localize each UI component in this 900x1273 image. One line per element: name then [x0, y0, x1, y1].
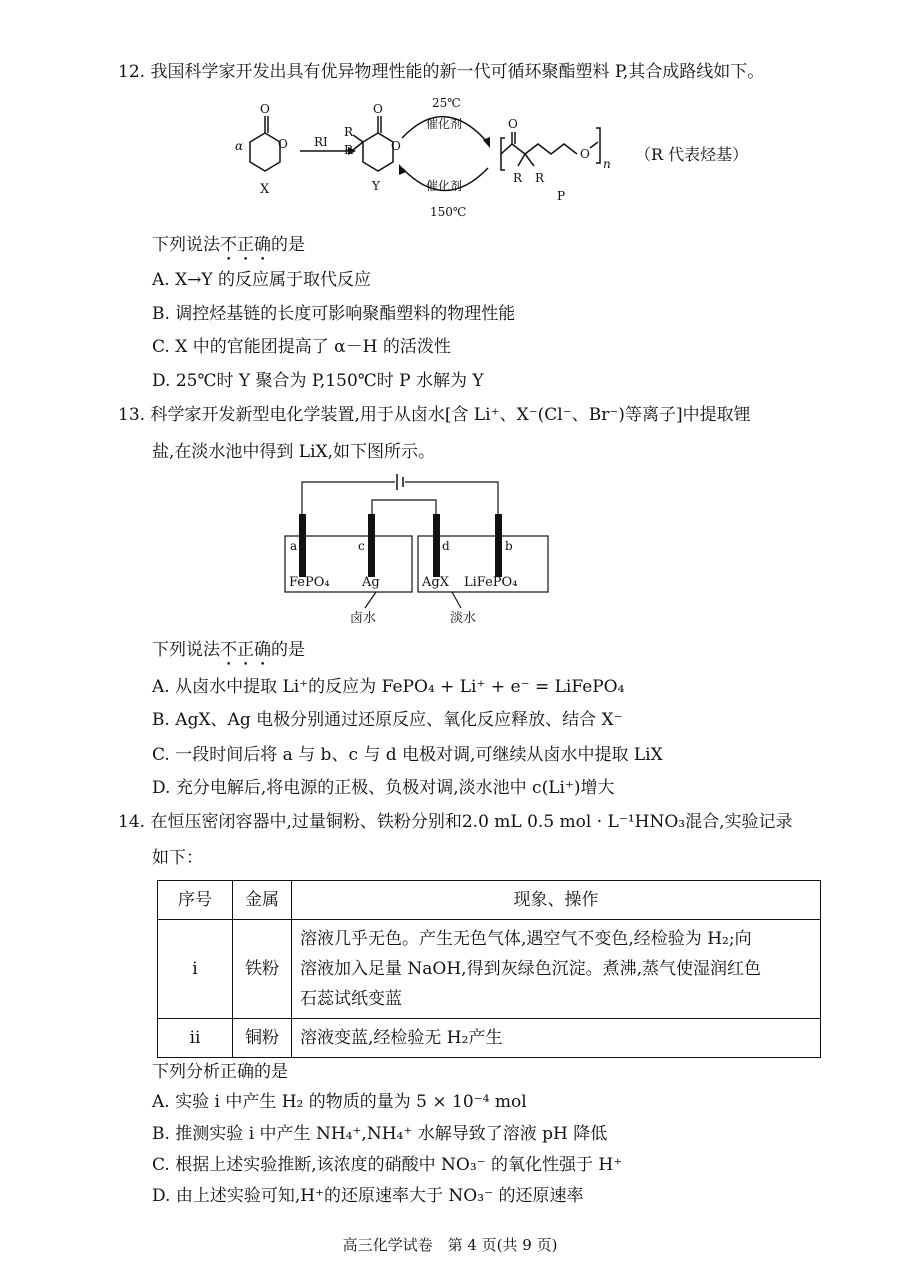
r-note: （R 代表烃基） [635, 145, 749, 164]
p-r2: R [535, 171, 545, 185]
p-r1: R [513, 171, 523, 185]
molecule-x [250, 116, 280, 171]
p-ether-o: O [580, 147, 590, 161]
label-a: a [290, 539, 298, 553]
catalyst-forward: 催化剂 [426, 117, 463, 131]
q14-number: 14. [118, 812, 146, 832]
q13-stem-2: 盐,在淡水池中得到 LiX,如下图所示。 [152, 442, 436, 462]
electrode-c [368, 514, 375, 577]
q13-stem-1 [118, 404, 751, 426]
q14-stem-2: 如下： [152, 848, 203, 868]
electrode-b [495, 514, 502, 577]
p-carbonyl-o: O [508, 117, 518, 131]
y-carbonyl-o: O [373, 102, 383, 116]
label-b: b [505, 539, 513, 553]
q12-stem-text: 我国科学家开发出具有优异物理性能的新一代可循环聚酯塑料 P,其合成路线如下。 [150, 62, 765, 82]
label-ag: Ag [362, 575, 380, 590]
label-fresh: 淡水 [450, 611, 477, 626]
prompt-text: 的是 [271, 640, 305, 660]
label-agx: AgX [422, 575, 449, 590]
prompt-text: 下列说法 [152, 235, 220, 255]
electrode-d [433, 514, 440, 577]
q13-prompt [152, 639, 305, 670]
brine-pointer [365, 592, 376, 608]
x-ring-o: O [278, 137, 288, 151]
label-fepo4: FePO₄ [289, 575, 330, 590]
label-x: X [260, 182, 270, 197]
label-brine: 卤水 [350, 611, 377, 626]
observation-line: 溶液加入足量 NaOH,得到灰绿色沉淀。煮沸,蒸气使湿润红色 [300, 959, 761, 979]
row-id: ii [158, 1019, 233, 1058]
q14-stem-text: 在恒压密闭容器中,过量铜粉、铁粉分别和2.0 mL 0.5 mol · L⁻¹HNO₃混合,实验记录 [150, 812, 793, 832]
header-metal: 金属 [233, 881, 292, 920]
electrode-a [299, 514, 306, 577]
label-p: P [557, 189, 566, 203]
experiment-table [157, 880, 821, 1058]
q12-option-a: A. X→Y 的反应属于取代反应 [152, 270, 372, 290]
reverse-arrow-head [399, 164, 406, 175]
label-y: Y [372, 179, 380, 193]
q14-stem-1 [118, 811, 792, 833]
row-observation [292, 920, 821, 1019]
row-id: i [158, 920, 233, 1019]
q12-option-c: C. X 中的官能团提高了 α－H 的活泼性 [152, 337, 451, 357]
q14-option-b: B. 推测实验 i 中产生 NH₄⁺,NH₄⁺ 水解导致了溶液 pH 降低 [152, 1124, 608, 1144]
header-observation: 现象、操作 [292, 881, 821, 920]
catalyst-reverse: 催化剂 [426, 179, 463, 193]
table-row [158, 920, 821, 1019]
q14-option-d: D. 由上述实验可知,H⁺的还原速率大于 NO₃⁻ 的还原速率 [152, 1186, 584, 1206]
wire-a [302, 482, 395, 516]
q14-prompt: 下列分析正确的是 [152, 1062, 288, 1082]
header-id: 序号 [158, 881, 233, 920]
row-metal: 铜粉 [233, 1019, 292, 1058]
label-c: c [358, 539, 365, 553]
table-header-row [158, 881, 821, 920]
label-d: d [442, 539, 450, 553]
fresh-pointer [452, 592, 461, 608]
prompt-text: 下列说法 [152, 640, 220, 660]
prompt-text: 的是 [271, 235, 305, 255]
observation-line: 溶液变蓝,经检验无 H₂产生 [300, 1028, 503, 1048]
q13-stem-text: 科学家开发新型电化学装置,用于从卤水[含 Li⁺、X⁻(Cl⁻、Br⁻)等离子]中提取锂 [150, 405, 751, 425]
q12-number: 12. [118, 62, 146, 82]
q12-option-d: D. 25℃时 Y 聚合为 P,150℃时 P 水解为 Y [152, 371, 484, 391]
battery-icon [397, 474, 403, 490]
reagent-ri: RI [314, 135, 328, 149]
page-footer: 高三化学试卷 第 4 页(共 9 页) [342, 1236, 558, 1254]
q12-option-b: B. 调控烃基链的长度可影响聚酯塑料的物理性能 [152, 304, 516, 324]
q13-number: 13. [118, 405, 146, 425]
observation-line: 溶液几乎无色。产生无色气体,遇空气不变色,经检验为 H₂;向 [300, 929, 752, 949]
prompt-emphasis: 不正确 [220, 235, 271, 255]
observation-line: 石蕊试纸变蓝 [300, 989, 402, 1009]
y-r2: R [344, 143, 354, 157]
q12-synthesis-diagram [220, 88, 820, 223]
q13-cell-diagram [280, 474, 570, 629]
q14-option-c: C. 根据上述实验推断,该浓度的硝酸中 NO₃⁻ 的氧化性强于 H⁺ [152, 1155, 623, 1175]
y-ring-o: O [391, 139, 401, 153]
row-metal: 铁粉 [233, 920, 292, 1019]
x-carbonyl-o: O [260, 102, 270, 116]
wire-cd [372, 500, 436, 514]
q13-option-d: D. 充分电解后,将电源的正极、负极对调,淡水池中 c(Li⁺)增大 [152, 778, 615, 798]
row-observation [292, 1019, 821, 1058]
prompt-emphasis: 不正确 [220, 640, 271, 660]
q13-option-b: B. AgX、Ag 电极分别通过还原反应、氧化反应释放、结合 X⁻ [152, 710, 623, 730]
q13-option-a: A. 从卤水中提取 Li⁺的反应为 FePO₄ + Li⁺ + e⁻ = LiFePO₄ [152, 677, 625, 697]
temp-150: 150℃ [430, 205, 467, 219]
label-lifepo4: LiFePO₄ [464, 575, 518, 590]
wire-b [405, 482, 498, 516]
temp-25: 25℃ [432, 96, 461, 110]
q12-stem [118, 61, 764, 83]
alpha-label: α [235, 139, 244, 153]
q13-option-c: C. 一段时间后将 a 与 b、c 与 d 电极对调,可继续从卤水中提取 LiX [152, 745, 663, 765]
table-row [158, 1019, 821, 1058]
p-n: n [603, 157, 611, 171]
molecule-y [353, 116, 393, 171]
y-r1: R [344, 125, 354, 139]
q14-option-a: A. 实验 i 中产生 H₂ 的物质的量为 5 × 10⁻⁴ mol [152, 1092, 527, 1112]
q12-prompt [152, 234, 305, 265]
